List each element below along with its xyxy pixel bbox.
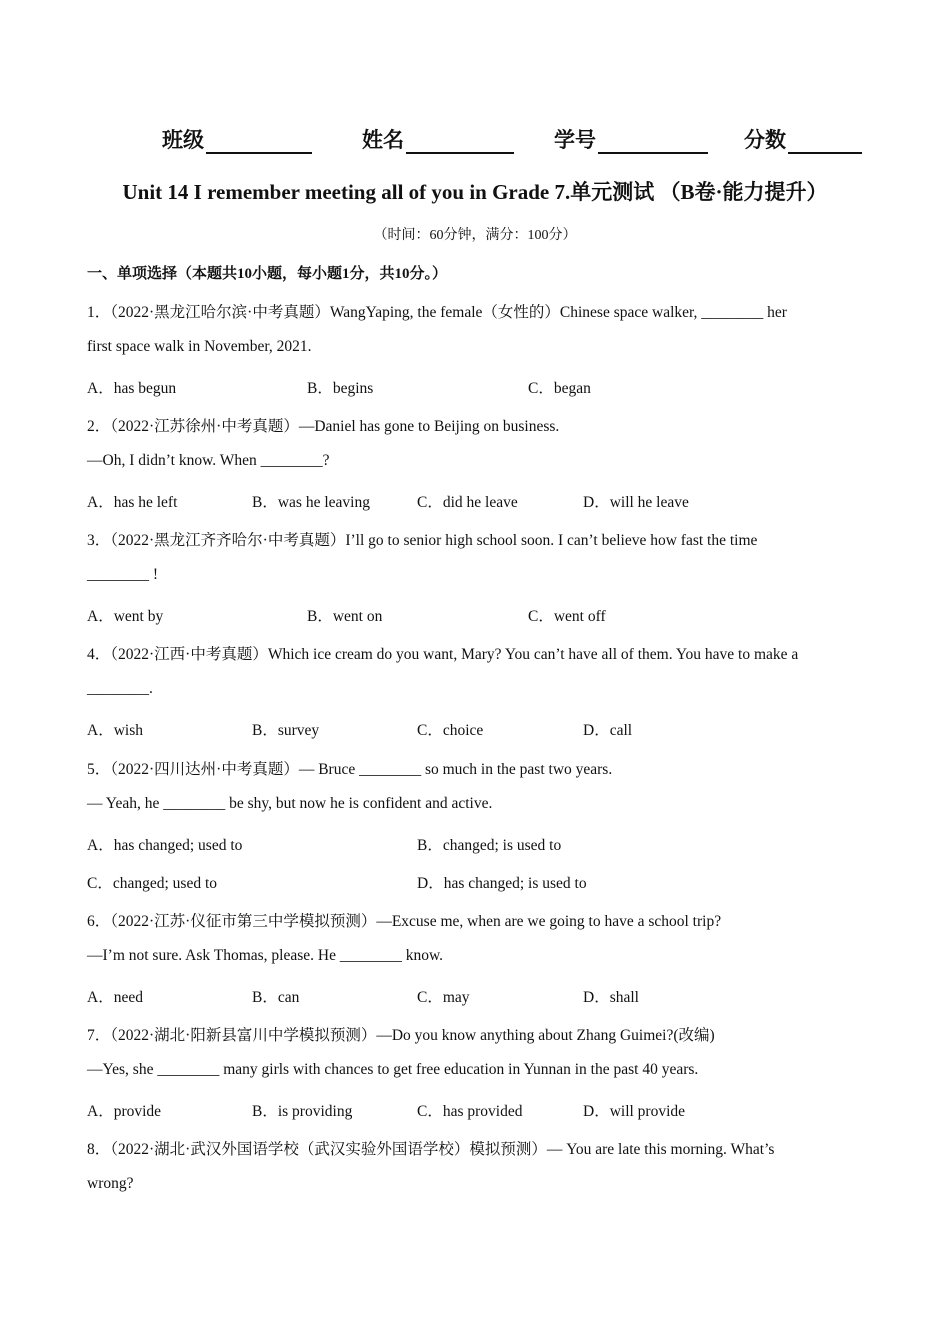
question-2-option-a[interactable]: A．has he left [87, 494, 178, 511]
question-5-option-c[interactable]: C．changed; used to [87, 875, 218, 892]
question-5-option-a[interactable]: A．has changed; used to [87, 837, 243, 854]
class-field [162, 124, 312, 154]
question-7-line-1: 7．（2022·湖北·阳新县富川中学模拟预测）—Do you know anything about Zhang Guimei?(改编) [87, 1027, 715, 1044]
page-title: Unit 14 I remember meeting all of you in Grade 7.单元测试 （B卷·能力提升） [122, 180, 828, 204]
question-4-option-b[interactable]: B．survey [252, 722, 320, 739]
question-1-option-a[interactable]: A．has begun [87, 380, 177, 397]
section-heading: 一、单项选择（本题共10小题，每小题1分，共10分。） [87, 266, 448, 282]
question-4-option-a[interactable]: A．wish [87, 722, 143, 739]
question-7-option-c[interactable]: C．has provided [417, 1103, 523, 1120]
question-2-line-2: —Oh, I didn’t know. When ________? [87, 452, 330, 469]
question-4-line-2: ________. [87, 680, 153, 697]
question-2-option-c[interactable]: C．did he leave [417, 494, 518, 511]
question-8-line-2: wrong? [87, 1175, 134, 1192]
name-blank[interactable] [406, 130, 514, 154]
question-1-line-2: first space walk in November, 2021. [87, 338, 312, 355]
question-3-option-b[interactable]: B．went on [307, 608, 383, 625]
question-7-option-b[interactable]: B．is providing [252, 1103, 353, 1120]
question-4-option-d[interactable]: D．call [583, 722, 633, 739]
student-info-header [162, 124, 872, 156]
question-4-line-1: 4．（2022·江西·中考真题）Which ice cream do you want, Mary? You can’t have all of them. You have to make a [87, 646, 799, 663]
question-5-line-1: 5．（2022·四川达州·中考真题）— Bruce ________ so much in the past two years. [87, 761, 613, 778]
question-5-line-2: — Yeah, he ________ be shy, but now he is confident and active. [87, 795, 493, 812]
question-6-option-c[interactable]: C．may [417, 989, 470, 1006]
question-1-line-1: 1．（2022·黑龙江哈尔滨·中考真题）WangYaping, the female（女性的）Chinese space walker, ________ her [87, 304, 787, 321]
score-blank[interactable] [788, 130, 862, 154]
question-6-line-2: —I’m not sure. Ask Thomas, please. He ________ know. [87, 947, 444, 964]
student-number-field [554, 124, 708, 154]
question-8-line-1: 8．（2022·湖北·武汉外国语学校（武汉实验外国语学校）模拟预测）— You are late this morning. What’s [87, 1141, 775, 1158]
question-1-option-b[interactable]: B．begins [307, 380, 374, 397]
question-7-line-2: —Yes, she ________ many girls with chances to get free education in Yunnan in the past 40 years. [87, 1061, 699, 1078]
question-2-line-1: 2．（2022·江苏徐州·中考真题）—Daniel has gone to Beijing on business. [87, 418, 560, 435]
question-6-option-d[interactable]: D．shall [583, 989, 639, 1006]
question-6-option-b[interactable]: B．can [252, 989, 300, 1006]
question-7-option-d[interactable]: D．will provide [583, 1103, 686, 1120]
question-3-option-a[interactable]: A．went by [87, 608, 164, 625]
class-blank[interactable] [206, 130, 312, 154]
score-label: 分数 [744, 128, 786, 152]
question-2-option-b[interactable]: B．was he leaving [252, 494, 370, 511]
score-field [744, 124, 862, 154]
student-number-label: 学号 [554, 128, 596, 152]
question-3-line-2: ________ ! [87, 566, 159, 583]
question-5-option-b[interactable]: B．changed; is used to [417, 837, 562, 854]
exam-time-info: （时间：60分钟，满分：100分） [373, 228, 577, 243]
question-4-option-c[interactable]: C．choice [417, 722, 484, 739]
question-1-option-c[interactable]: C．began [528, 380, 591, 397]
student-number-blank[interactable] [598, 130, 708, 154]
name-field [362, 124, 514, 154]
question-3-option-c[interactable]: C．went off [528, 608, 606, 625]
question-7-option-a[interactable]: A．provide [87, 1103, 162, 1120]
question-3-line-1: 3．（2022·黑龙江齐齐哈尔·中考真题）I’ll go to senior high school soon. I can’t believe how fast the time [87, 532, 758, 549]
name-label: 姓名 [362, 128, 404, 152]
question-6-line-1: 6．（2022·江苏·仪征市第三中学模拟预测）—Excuse me, when are we going to have a school trip? [87, 913, 722, 930]
question-5-option-d[interactable]: D．has changed; is used to [417, 875, 587, 892]
question-6-option-a[interactable]: A．need [87, 989, 143, 1006]
question-2-option-d[interactable]: D．will he leave [583, 494, 689, 511]
class-label: 班级 [162, 128, 204, 152]
